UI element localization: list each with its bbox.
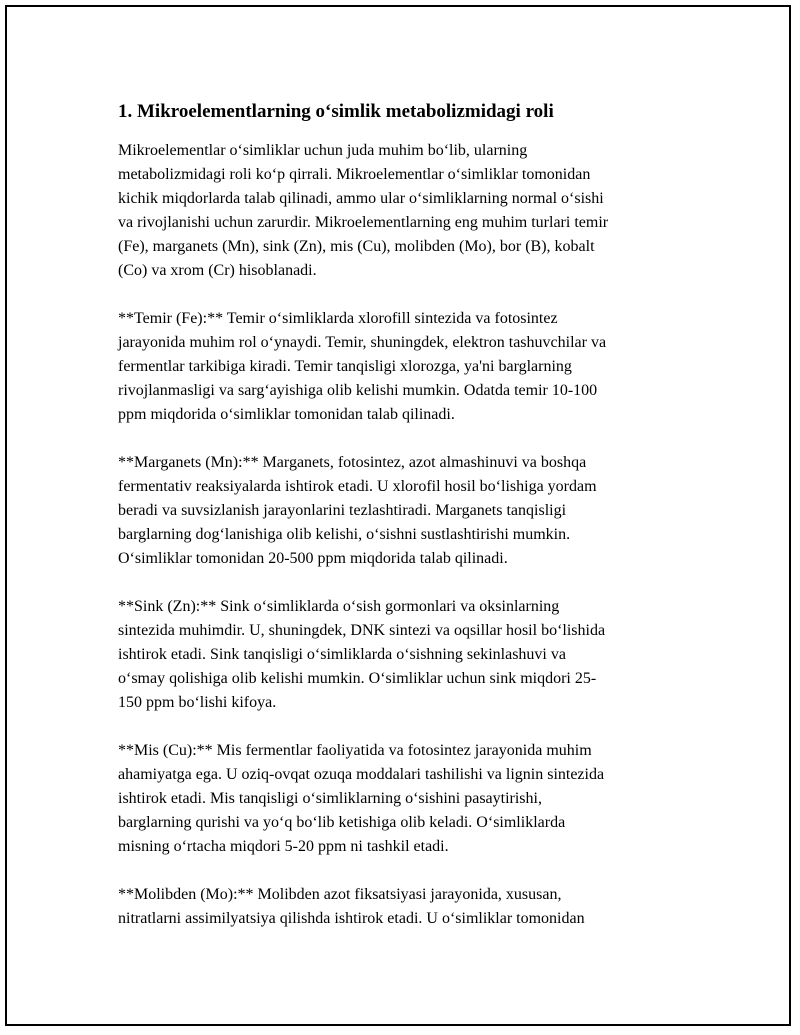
text-line: (Co) va xrom (Cr) hisoblanadi. (118, 262, 317, 279)
text-line: fermentlar tarkibiga kiradi. Temir tanqisligi xlorozga, ya'ni barglarning (118, 358, 572, 375)
text-line: rivojlanmasligi va sarg‘ayishiga olib kelishi mumkin. Odatda temir 10-100 (118, 382, 598, 399)
text-line: fermentativ reaksiyalarda ishtirok etadi. U xlorofil hosil bo‘lishiga yordam (118, 478, 597, 495)
text-line: o‘smay qolishiga olib kelishi mumkin. O‘simliklar uchun sink miqdori 25- (118, 670, 597, 687)
document-page (5, 5, 791, 1026)
text-line: jarayonida muhim rol o‘ynaydi. Temir, shuningdek, elektron tashuvchilar va (118, 334, 607, 351)
paragraph-copper (118, 739, 698, 859)
paragraph-list (118, 139, 698, 931)
text-line: ppm miqdorida o‘simliklar tomonidan talab qilinadi. (118, 406, 455, 423)
paragraph-intro (118, 139, 698, 283)
text-line: **Sink (Zn):** Sink o‘simliklarda o‘sish gormonlari va oksinlarning (118, 598, 560, 615)
text-line: kichik miqdorlarda talab qilinadi, ammo ular o‘simliklarning normal o‘sishi (118, 190, 604, 207)
text-line: sintezida muhimdir. U, shuningdek, DNK sintezi va oqsillar hosil bo‘lishida (118, 622, 606, 639)
text-line: O‘simliklar tomonidan 20-500 ppm miqdorida talab qilinadi. (118, 550, 508, 567)
text-line: va rivojlanishi uchun zarurdir. Mikroelementlarning eng muhim turlari temir (118, 214, 609, 231)
paragraph-iron (118, 307, 698, 427)
text-line: ishtirok etadi. Sink tanqisligi o‘simliklarda o‘sishning sekinlashuvi va (118, 646, 566, 663)
text-line: metabolizmidagi roli ko‘p qirrali. Mikroelementlar o‘simliklar tomonidan (118, 166, 591, 183)
text-line: ahamiyatga ega. U oziq-ovqat ozuqa moddalari tashilishi va lignin sintezida (118, 766, 605, 783)
document-content (118, 99, 698, 955)
text-line: 150 ppm bo‘lishi kifoya. (118, 694, 277, 711)
text-line: **Temir (Fe):** Temir o‘simliklarda xlorofill sintezida va fotosintez (118, 310, 558, 327)
text-line: (Fe), marganets (Mn), sink (Zn), mis (Cu), molibden (Mo), bor (B), kobalt (118, 238, 595, 255)
text-line: **Mis (Cu):** Mis fermentlar faoliyatida va fotosintez jarayonida muhim (118, 742, 592, 759)
text-line: beradi va suvsizlanish jarayonlarini tezlashtiradi. Marganets tanqisligi (118, 502, 567, 519)
text-line: nitratlarni assimilyatsiya qilishda ishtirok etadi. U o‘simliklar tomonidan (118, 910, 585, 927)
text-line: **Molibden (Mo):** Molibden azot fiksatsiyasi jarayonida, xususan, (118, 886, 562, 903)
paragraph-molybdenum (118, 883, 698, 931)
text-line: ishtirok etadi. Mis tanqisligi o‘simliklarning o‘sishini pasaytirishi, (118, 790, 542, 807)
section-heading: 1. Mikroelementlarning o‘simlik metabolizmidagi roli (118, 101, 554, 122)
text-line: **Marganets (Mn):** Marganets, fotosintez, azot almashinuvi va boshqa (118, 454, 587, 471)
text-line: Mikroelementlar o‘simliklar uchun juda muhim bo‘lib, ularning (118, 142, 528, 159)
text-line: misning o‘rtacha miqdori 5-20 ppm ni tashkil etadi. (118, 838, 449, 855)
paragraph-manganese (118, 451, 698, 571)
text-line: barglarning qurishi va yo‘q bo‘lib ketishiga olib keladi. O‘simliklarda (118, 814, 566, 831)
paragraph-zinc (118, 595, 698, 715)
text-line: barglarning dog‘lanishiga olib kelishi, o‘sishni sustlashtirishi mumkin. (118, 526, 571, 543)
